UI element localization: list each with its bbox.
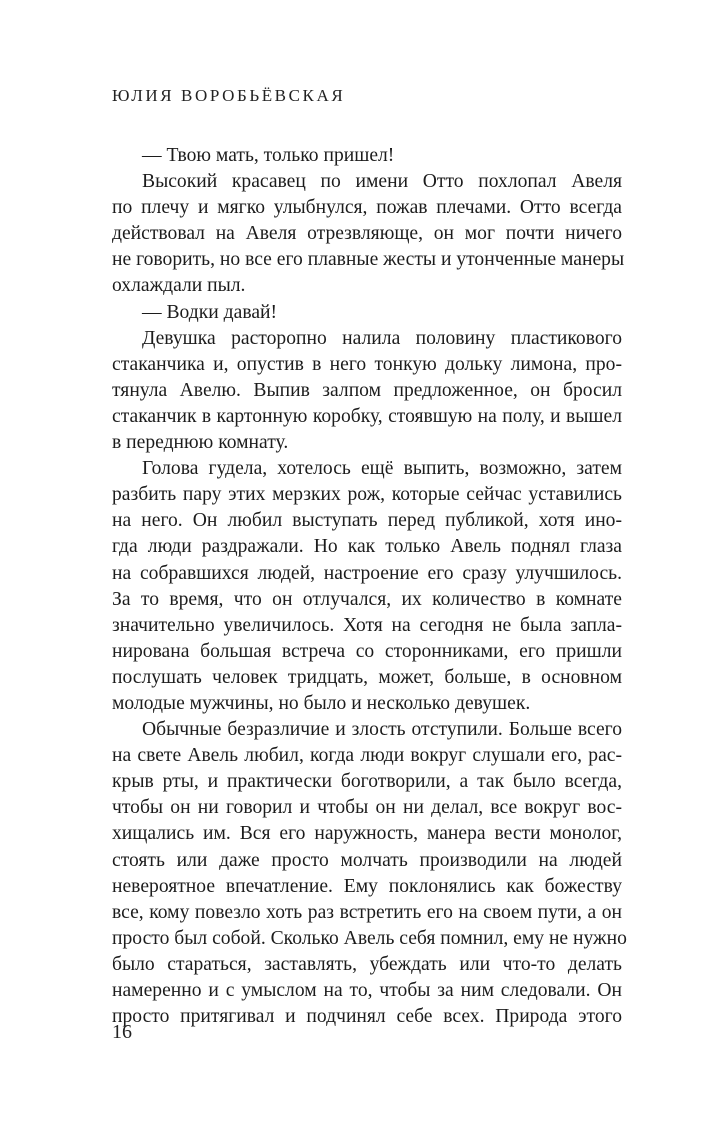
text-line: значительно увеличилось. Хотя на сегодня не была запла- <box>112 614 622 636</box>
text-line: намеренно и с умыслом на то, чтобы за ним следовали. Он <box>112 980 622 1001</box>
text-line: Обычные безразличие и злость отступили. Больше всего <box>142 719 622 741</box>
text-line: послушать человек тридцать, может, больше, в основном <box>112 666 622 688</box>
text-line: не говорить, но все его плавные жесты и утонченные манеры <box>112 249 625 271</box>
text-line: молодые мужчины, но было и несколько девушек. <box>112 692 531 714</box>
text-line: гда люди раздражали. Но как только Авель поднял глаза <box>112 536 622 558</box>
paragraph <box>112 169 625 299</box>
text-line: — Водки давай! <box>142 301 278 323</box>
page-number: 16 <box>112 1021 132 1043</box>
text-line: невероятное впечатление. Ему поклонялись как божеству <box>112 875 622 897</box>
text-line: разбить пару этих мерзких рож, которые сейчас уставились <box>112 484 622 506</box>
text-line: стаканчик в картонную коробку, стоявшую на полу, и вышел <box>112 405 622 427</box>
paragraph <box>112 456 622 717</box>
running-head: ЮЛИЯ ВОРОБЬЁВСКАЯ <box>112 86 346 105</box>
text-line: нирована большая встреча со сторонниками, его пришли <box>112 640 622 662</box>
text-line: по плечу и мягко улыбнулся, пожав плечами. Отто всегда <box>112 197 622 219</box>
paragraph <box>112 143 622 169</box>
text-line: в переднюю комнату. <box>112 432 289 454</box>
text-line: Девушка расторопно налила половину пластикового <box>142 327 622 349</box>
text-line: было стараться, заставлять, убеждать или что-то делать <box>112 953 622 975</box>
text-line: стаканчика и, опустив в него тонкую дольку лимона, про- <box>112 353 622 375</box>
text-line: на собравшихся людей, настроение его сразу улучшилось. <box>112 562 622 584</box>
text-line: тянула Авелю. Выпив залпом предложенное, он бросил <box>112 379 622 401</box>
body-text <box>112 143 627 1030</box>
text-line: чтобы он ни говорил и чтобы он ни делал, все вокруг вос- <box>112 797 622 819</box>
text-line: на него. Он любил выступать перед публикой, хотя ино- <box>112 510 622 532</box>
paragraph <box>112 326 622 456</box>
text-line: — Твою мать, только пришел! <box>142 145 395 166</box>
paragraph <box>112 717 627 1030</box>
text-line: Высокий красавец по имени Отто похлопал Авеля <box>142 171 622 193</box>
text-line: все, кому повезло хоть раз встретить его на своем пути, а он <box>112 901 622 923</box>
text-line: просто притягивал и подчинял себе всех. Природа этого <box>112 1006 622 1028</box>
paragraph <box>112 300 622 326</box>
text-line: Голова гудела, хотелось ещё выпить, возможно, затем <box>142 458 622 480</box>
text-line: охлаждали пыл. <box>112 275 246 297</box>
text-line: действовал на Авеля отрезвляюще, он мог почти ничего <box>112 223 622 245</box>
text-line: на свете Авель любил, когда люди вокруг слушали его, рас- <box>112 745 622 767</box>
text-line: просто был собой. Сколько Авель себя помнил, ему не нужно <box>112 927 627 949</box>
text-line: крыв рты, и практически боготворили, а так было всегда, <box>112 771 622 793</box>
text-line: стоять или даже просто молчать производили на людей <box>112 849 622 871</box>
text-line: хищались им. Вся его наружность, манера вести монолог, <box>112 823 622 845</box>
text-line: За то время, что он отлучался, их количество в комнате <box>112 588 622 610</box>
